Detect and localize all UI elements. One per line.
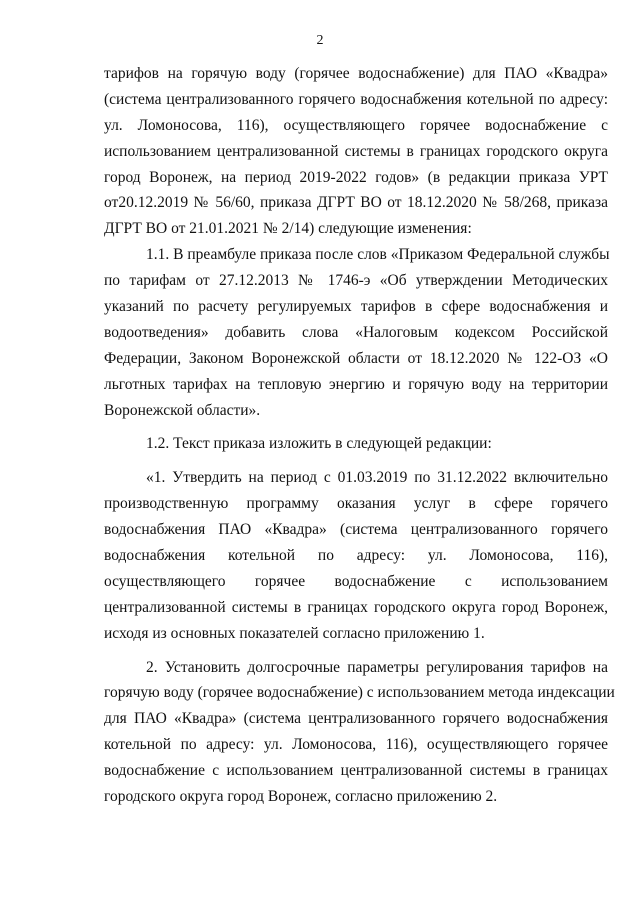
text-line: исходя из основных показателей согласно приложению 1.: [104, 624, 485, 642]
text-line: производственную программу оказания услуг в сфере горячего: [104, 495, 608, 513]
text-line: тарифов на горячую воду (горячее водоснабжение) для ПАО «Квадра»: [104, 65, 608, 82]
text-line: городского округа город Воронеж, согласно приложению 2.: [104, 788, 498, 806]
text-line: водоснабжения котельной по адресу: ул. Ломоносова, 116),: [104, 547, 608, 565]
text-line: город Воронеж, на период 2019-2022 годов» (в редакции приказа УРТ: [104, 168, 608, 186]
text-line: от20.12.2019 № 56/60, приказа ДГРТ ВО от 18.12.2020 № 58/268, приказа: [104, 194, 608, 212]
paragraph: [104, 655, 615, 810]
text-line: по тарифам от 27.12.2013 № 1746-э «Об утверждении Методических: [104, 272, 608, 290]
text-line: водоотведения» добавить слова «Налоговым кодексом Российской: [104, 323, 608, 341]
paragraph: [104, 431, 608, 457]
text-line: использованием централизованной системы в границах городского округа: [104, 142, 608, 160]
text-line: централизованной системы в границах городского округа город Воронеж,: [104, 598, 608, 616]
text-line: Федерации, Законом Воронежской области от 18.12.2020 № 122-ОЗ «О: [104, 349, 608, 367]
text-line: 2. Установить долгосрочные параметры регулирования тарифов на: [146, 658, 608, 676]
text-line: горячую воду (горячее водоснабжение) с использованием метода индексации: [104, 684, 615, 702]
text-line: осуществляющего горячее водоснабжение с использованием: [104, 572, 608, 590]
page-number: 2: [316, 33, 324, 48]
paragraph: [104, 61, 608, 242]
text-line: водоснабжения ПАО «Квадра» (система централизованного горячего: [104, 521, 608, 539]
text-line: льготных тарифах на тепловую энергию и горячую воду на территории: [104, 375, 608, 393]
document-body: [104, 61, 615, 810]
text-line: ул. Ломоносова, 116), осуществляющего горячее водоснабжение с: [104, 116, 608, 134]
text-line: Воронежской области».: [104, 401, 261, 419]
text-line: ДГРТ ВО от 21.01.2021 № 2/14) следующие изменения:: [104, 220, 472, 238]
text-line: 1.2. Текст приказа изложить в следующей редакции:: [146, 435, 492, 453]
text-line: указаний по расчету регулируемых тарифов в сфере водоснабжения и: [104, 298, 608, 316]
text-line: для ПАО «Квадра» (система централизованного горячего водоснабжения: [104, 710, 608, 728]
text-line: «1. Утвердить на период с 01.03.2019 по 31.12.2022 включительно: [146, 469, 608, 487]
paragraph: [104, 465, 608, 646]
text-line: 1.1. В преамбуле приказа после слов «Приказом Федеральной службы: [146, 246, 610, 264]
paragraph: [104, 242, 608, 423]
text-line: котельной по адресу: ул. Ломоносова, 116), осуществляющего горячее: [104, 736, 608, 754]
text-line: (система централизованного горячего водоснабжения котельной по адресу:: [104, 90, 608, 108]
text-line: водоснабжение с использованием централизованной системы в границах: [104, 762, 608, 780]
